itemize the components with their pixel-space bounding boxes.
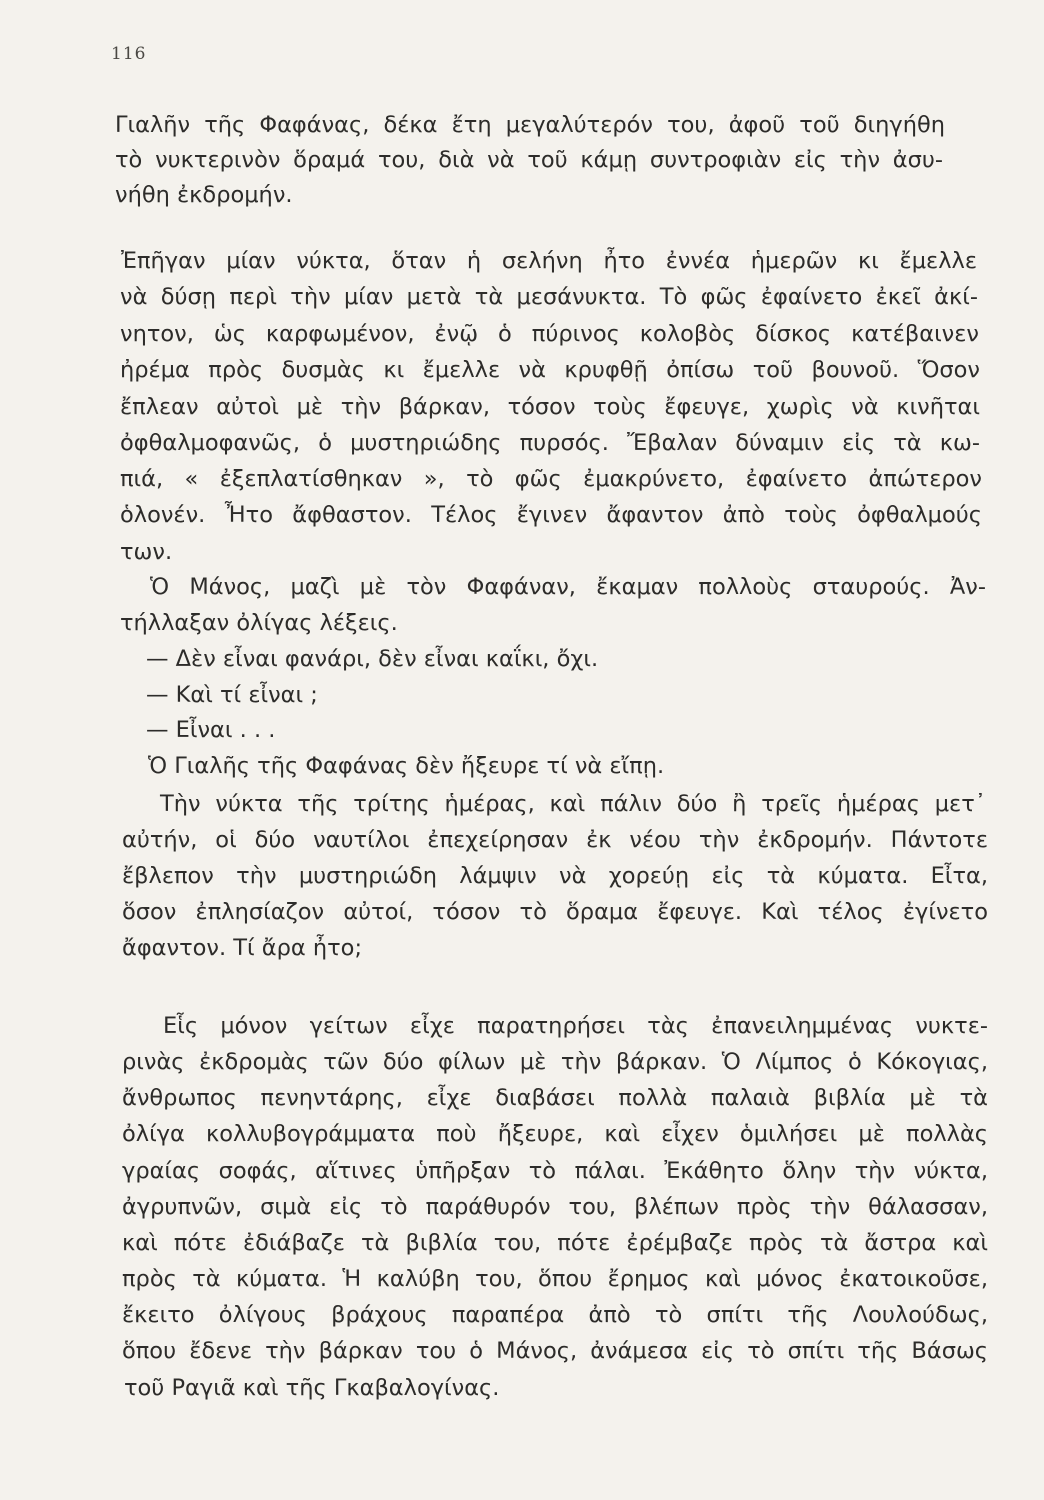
text-line: Ὁ Μάνος, μαζὶ μὲ τὸν Φαφάναν, ἔκαμαν πολλοὺς σταυρούς. Ἀν- bbox=[150, 574, 986, 600]
text-line: ὁλονέν. Ἦτο ἄφθαστον. Τέλος ἔγινεν ἄφαντον ἀπὸ τοὺς ὀφθαλμούς bbox=[120, 502, 982, 528]
text-line: — Καὶ τί εἶναι ; bbox=[146, 682, 318, 708]
text-line: Εἷς μόνον γείτων εἶχε παρατηρήσει τὰς ἐπανειλημμένας νυκτε- bbox=[163, 1013, 988, 1039]
text-line: νὰ δύσῃ περὶ τὴν μίαν μετὰ τὰ μεσάνυκτα. Τὸ φῶς ἐφαίνετο ἐκεῖ ἀκί- bbox=[120, 284, 978, 310]
text-line: ὀφθαλμοφανῶς, ὁ μυστηριώδης πυρσός. Ἔβαλαν δύναμιν εἰς τὰ κω- bbox=[120, 430, 980, 456]
text-line: ἔκειτο ὀλίγους βράχους παραπέρα ἀπὸ τὸ σπίτι τῆς Λουλούδως, bbox=[122, 1302, 988, 1328]
text-line: Γιαλῆν τῆς Φαφάνας, δέκα ἔτη μεγαλύτερόν του, ἀφοῦ τοῦ διηγήθη bbox=[115, 112, 945, 138]
text-line: ἄφαντον. Τί ἄρα ἦτο; bbox=[122, 935, 363, 961]
text-line: τοῦ Ραγιᾶ καὶ τῆς Γκαβαλογίνας. bbox=[124, 1375, 500, 1401]
text-line: καὶ πότε ἐδιάβαζε τὰ βιβλία του, πότε ἐρέμβαζε πρὸς τὰ ἄστρα καὶ bbox=[122, 1230, 988, 1256]
text-line: ἠρέμα πρὸς δυσμὰς κι ἔμελλε νὰ κρυφθῇ ὀπίσω τοῦ βουνοῦ. Ὅσον bbox=[120, 357, 980, 383]
text-line: ἔβλεπον τὴν μυστηριώδη λάμψιν νὰ χορεύῃ εἰς τὰ κύματα. Εἶτα, bbox=[122, 863, 988, 889]
text-line: — Εἶναι . . . bbox=[146, 717, 276, 743]
text-line: πιά, « ἐξεπλατίσθηκαν », τὸ φῶς ἐμακρύνετο, ἐφαίνετο ἀπώτερον bbox=[120, 466, 982, 492]
text-line: ἄνθρωπος πενηντάρης, εἶχε διαβάσει πολλὰ παλαιὰ βιβλία μὲ τὰ bbox=[122, 1085, 988, 1111]
text-line: πρὸς τὰ κύματα. Ἡ καλύβη του, ὅπου ἔρημος καὶ μόνος ἐκατοικοῦσε, bbox=[122, 1266, 988, 1292]
page-number: 116 bbox=[111, 44, 147, 64]
text-line: τὸ νυκτερινὸν ὅραμά του, διὰ νὰ τοῦ κάμῃ συντροφιὰν εἰς τὴν ἀσυ- bbox=[115, 147, 943, 173]
text-line: ἀγρυπνῶν, σιμὰ εἰς τὸ παράθυρόν του, βλέπων πρὸς τὴν θάλασσαν, bbox=[122, 1194, 988, 1220]
text-line: ὅσον ἐπλησίαζον αὐτοί, τόσον τὸ ὅραμα ἔφευγε. Καὶ τέλος ἐγίνετο bbox=[122, 899, 988, 925]
text-line: Ἐπῆγαν μίαν νύκτα, ὅταν ἡ σελήνη ἦτο ἐννέα ἡμερῶν κι ἔμελλε bbox=[121, 248, 977, 274]
text-line: — Δὲν εἶναι φανάρι, δὲν εἶναι καΐκι, ὄχι. bbox=[146, 646, 599, 672]
text-line: αὐτήν, οἱ δύο ναυτίλοι ἐπεχείρησαν ἐκ νέου τὴν ἐκδρομήν. Πάντοτε bbox=[122, 827, 988, 853]
text-line: Ὁ Γιαλῆς τῆς Φαφάνας δὲν ἤξευρε τί νὰ εἴπῃ. bbox=[148, 753, 665, 779]
text-line: των. bbox=[120, 539, 173, 565]
text-line: ὀλίγα κολλυβογράμματα ποὺ ἤξευρε, καὶ εἶχεν ὁμιλήσει μὲ πολλὰς bbox=[122, 1121, 988, 1147]
text-line: νήθη ἐκδρομήν. bbox=[115, 182, 293, 208]
text-line: τήλλαξαν ὀλίγας λέξεις. bbox=[120, 610, 398, 636]
text-line: νητον, ὡς καρφωμένον, ἐνῷ ὁ πύρινος κολοβὸς δίσκος κατέβαινεν bbox=[120, 321, 979, 347]
text-line: ρινὰς ἐκδρομὰς τῶν δύο φίλων μὲ τὴν βάρκαν. Ὁ Λίμπος ὁ Κόκογιας, bbox=[122, 1049, 988, 1075]
text-line: Τὴν νύκτα τῆς τρίτης ἡμέρας, καὶ πάλιν δύο ἢ τρεῖς ἡμέρας μετ᾽ bbox=[160, 791, 986, 817]
text-line: ἔπλεαν αὐτοὶ μὲ τὴν βάρκαν, τόσον τοὺς ἔφευγε, χωρὶς νὰ κινῆται bbox=[120, 394, 980, 420]
text-line: γραίας σοφάς, αἵτινες ὑπῆρξαν τὸ πάλαι. Ἐκάθητο ὅλην τὴν νύκτα, bbox=[122, 1158, 988, 1184]
text-line: ὅπου ἔδενε τὴν βάρκαν του ὁ Μάνος, ἀνάμεσα εἰς τὸ σπίτι τῆς Βάσως bbox=[122, 1338, 988, 1364]
